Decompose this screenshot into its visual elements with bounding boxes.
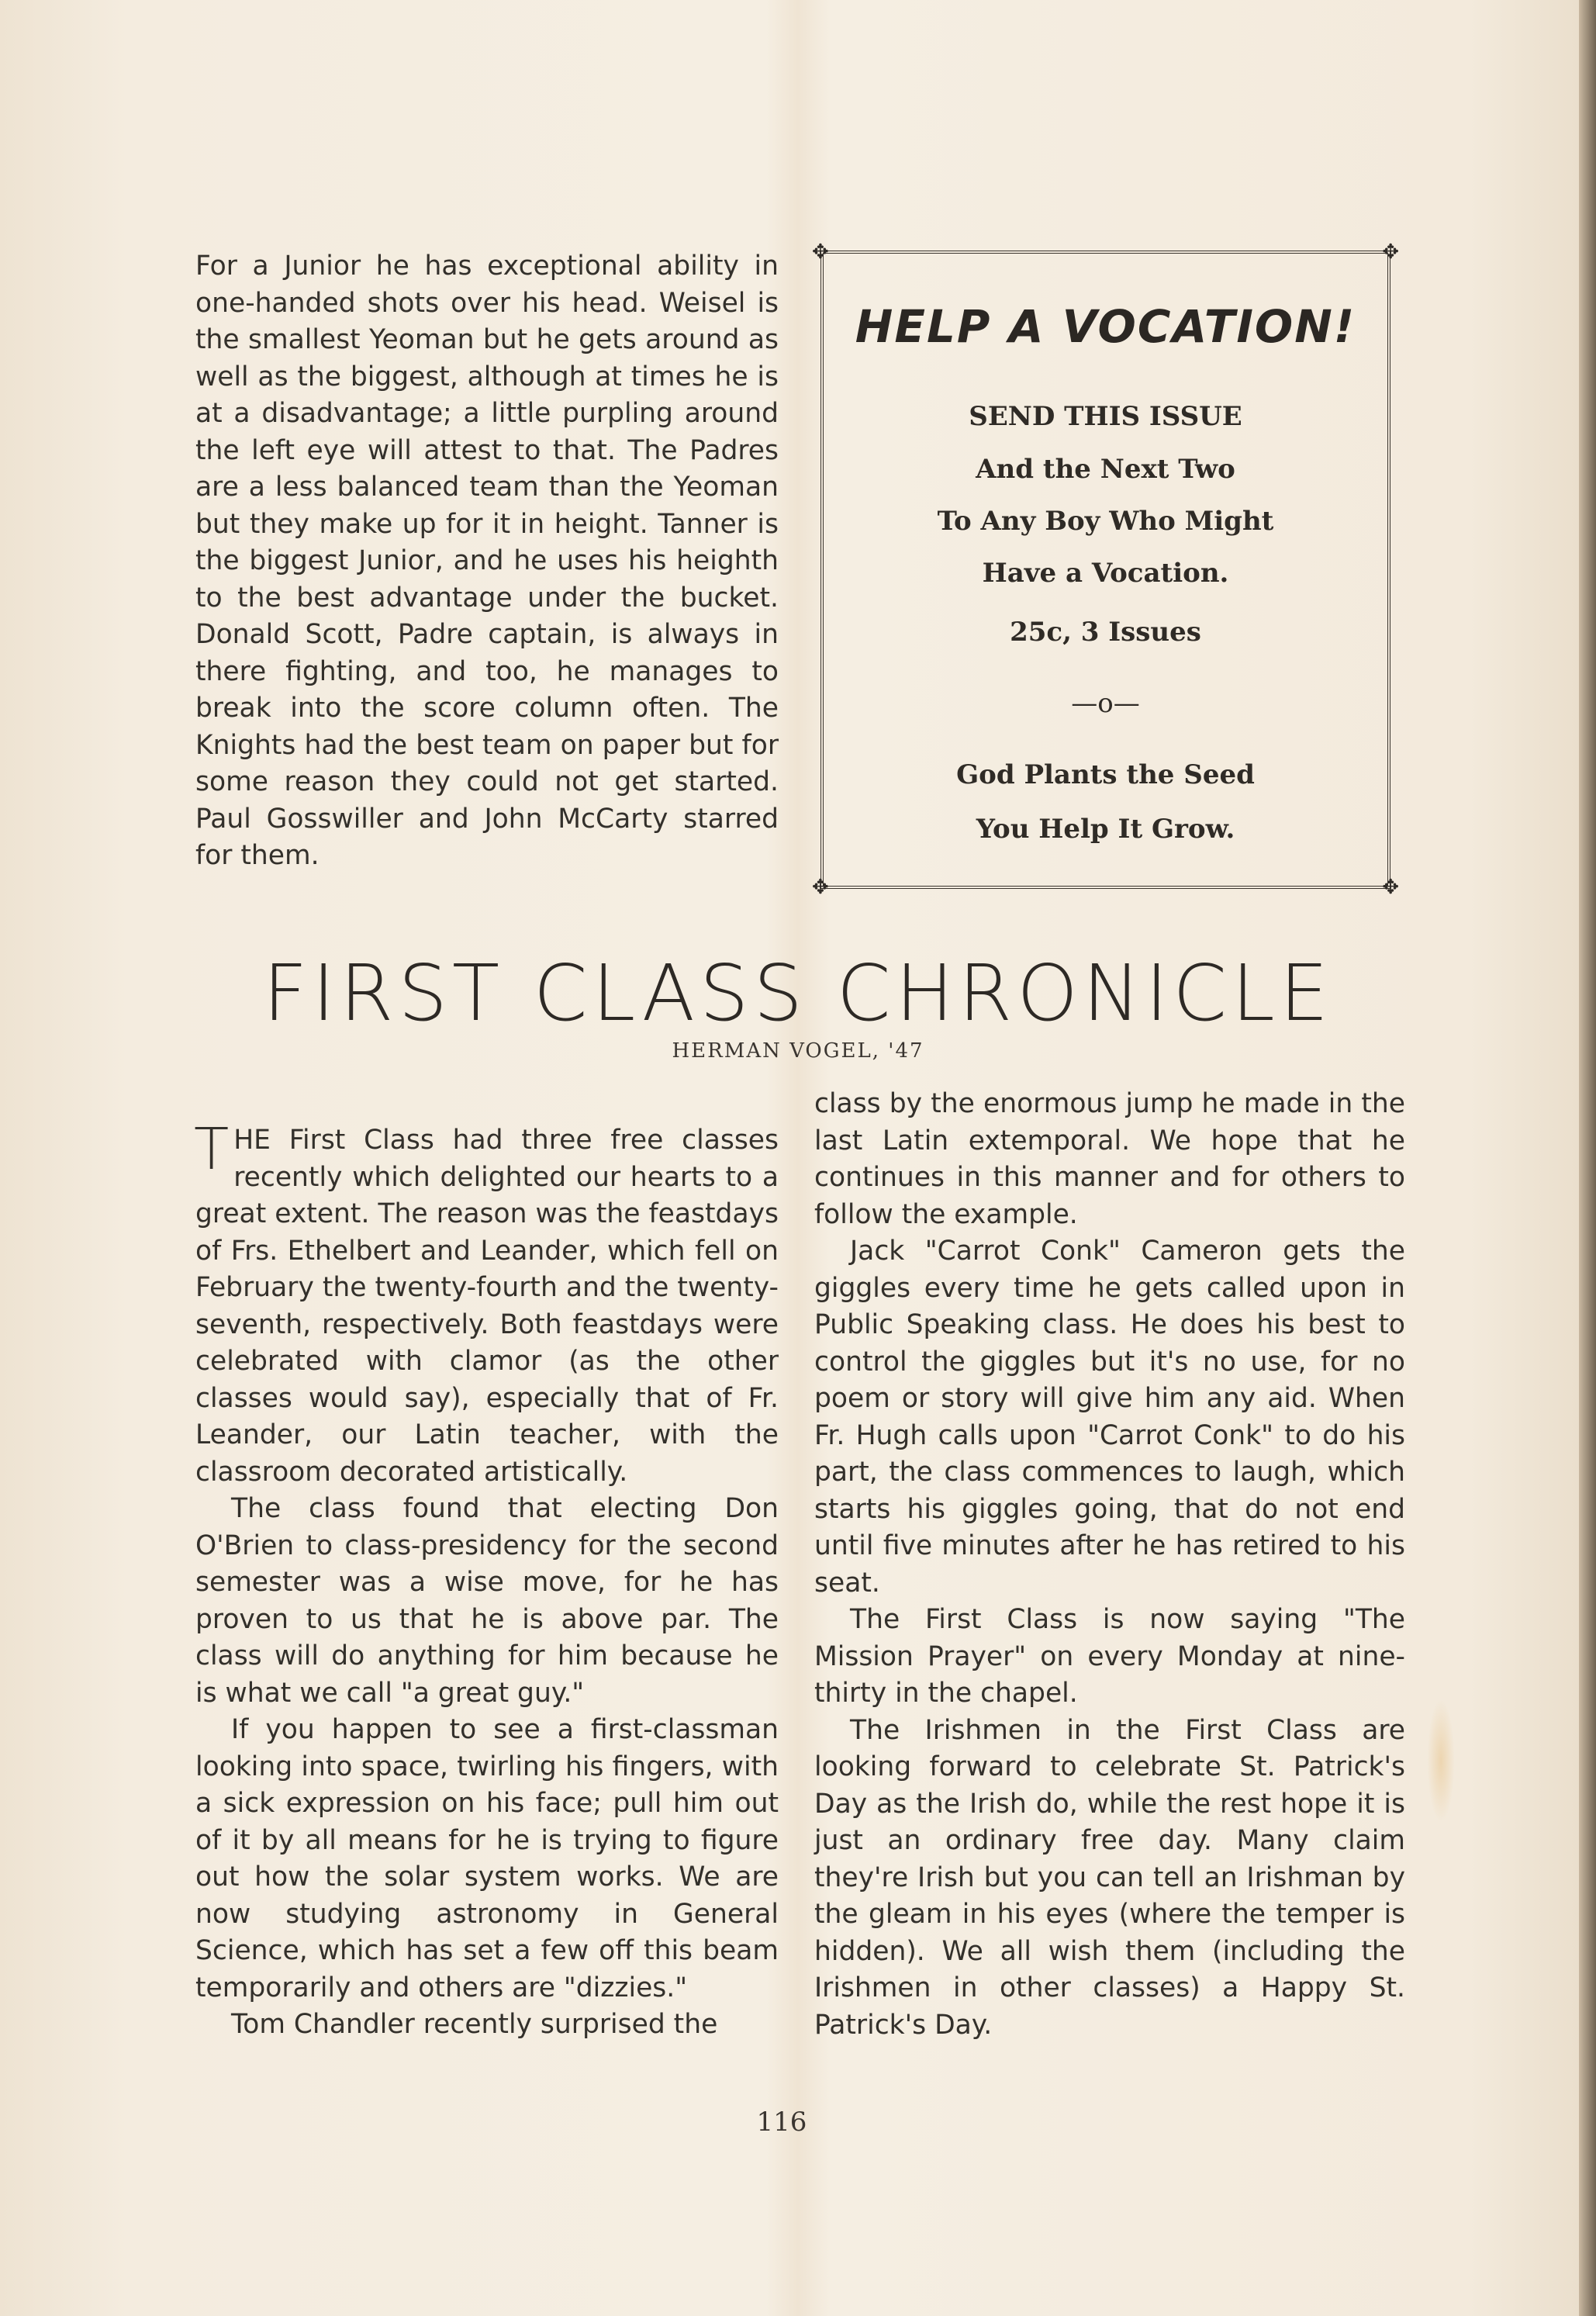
box-divider: —o— [1071,688,1140,719]
paper-stain [1427,1699,1455,1823]
article-right-column [814,1086,1405,2044]
article-paragraph: The First Class is now saying "The Mission Prayer" on every Monday at nine-thirty in the chapel. [814,1604,1405,1709]
article-paragraph: The Irishmen in the First Class are looking forward to celebrate St. Patrick's Day as the Irish do, while the rest hope it is just an ordinary free day. Many claim they're Irish but you can tell an Irishman by the gleam in his eyes (where the temper is hidden). We all wish them (including the Irishmen in other classes) a Happy St. Patrick's Day. [814,1714,1405,2041]
article-byline: HERMAN VOGEL, '47 [672,1039,924,1063]
paragraph-text: HE First Class had three free classes recently which delighted our hearts to a great extent. The reason was the feastdays of Frs. Ethelbert and Leander, which fell on February the twenty-fourth and the twenty-seventh, respectively. Both feastdays were celebrated with clamor (as the other classes would say), especially that of Fr. Leander, our Latin teacher, with the classroom decorated artistically. [195,1125,779,1488]
article-paragraph: The class found that electing Don O'Brien to class-presidency for the second semester was a wise move, for he has proven to us that he is above par. The class will do anything for him because he is what we call "a great guy." [195,1493,779,1709]
article-title: FIRST CLASS CHRONICLE [262,948,1334,1039]
box-line-1: SEND THIS ISSUE [969,401,1242,432]
article-paragraph: Tom Chandler recently surprised the [231,2009,718,2040]
ornament-corner-icon: ✥ [812,240,829,264]
box-headline: HELP A VOCATION! [855,300,1356,353]
box-line-6: God Plants the Seed [956,759,1255,790]
ornament-corner-icon: ✥ [812,876,829,899]
article-paragraph: class by the enormous jump he made in the last Latin extemporal. We hope that he continues in this manner and for others to follow the example. [814,1088,1405,1230]
box-line-5: 25c, 3 Issues [1010,617,1201,648]
page-edge-shadow [1579,0,1596,2316]
ornament-corner-icon: ✥ [1382,876,1399,899]
continued-sports-paragraph [195,248,779,875]
box-line-4: Have a Vocation. [982,558,1229,589]
help-a-vocation-box [812,240,1399,899]
article-paragraph [194,1116,779,1491]
page-number: 116 [756,2107,807,2138]
article-left-column [194,1116,779,2044]
sports-paragraph-text: For a Junior he has exceptional ability in one-handed shots over his head. Weisel is the smallest Yeoman but he gets around as well as the biggest, although at times he is at a disadvantage; a little purpling around the left eye will attest to that. The Padres are a less balanced team than the Yeoman but they make up for it in height. Tanner is the biggest Junior, and he uses his heighth to the best advantage under the bucket. Donald Scott, Padre captain, is always in there fighting, and too, he manages to break into the score column often. The Knights had the best team on paper but for some reason they could not get started. Paul Gosswiller and John McCarty starred for them. [195,251,779,871]
box-line-2: And the Next Two [976,454,1235,485]
article-paragraph: If you happen to see a first-classman looking into space, twirling his fingers, with a sick expression on his face; pull him out of it by all means for he is trying to figure out how the solar system works. We are now studying astronomy in General Science, which has set a few off this beam temporarily and others are "dizzies." [195,1714,779,2003]
drop-cap: T [194,1116,230,1183]
ornament-corner-icon: ✥ [1382,240,1399,264]
box-line-7: You Help It Grow. [976,814,1235,845]
box-line-3: To Any Boy Who Might [937,506,1274,537]
article-paragraph: Jack "Carrot Conk" Cameron gets the giggles every time he gets called upon in Public Speaking class. He does his best to control the giggles but it's no use, for no poem or story will give him any aid. When Fr. Hugh calls upon "Carrot Conk" to do his part, the class commences to laugh, which starts his giggles going, that do not end until five minutes after he has retired to his seat. [814,1236,1405,1599]
